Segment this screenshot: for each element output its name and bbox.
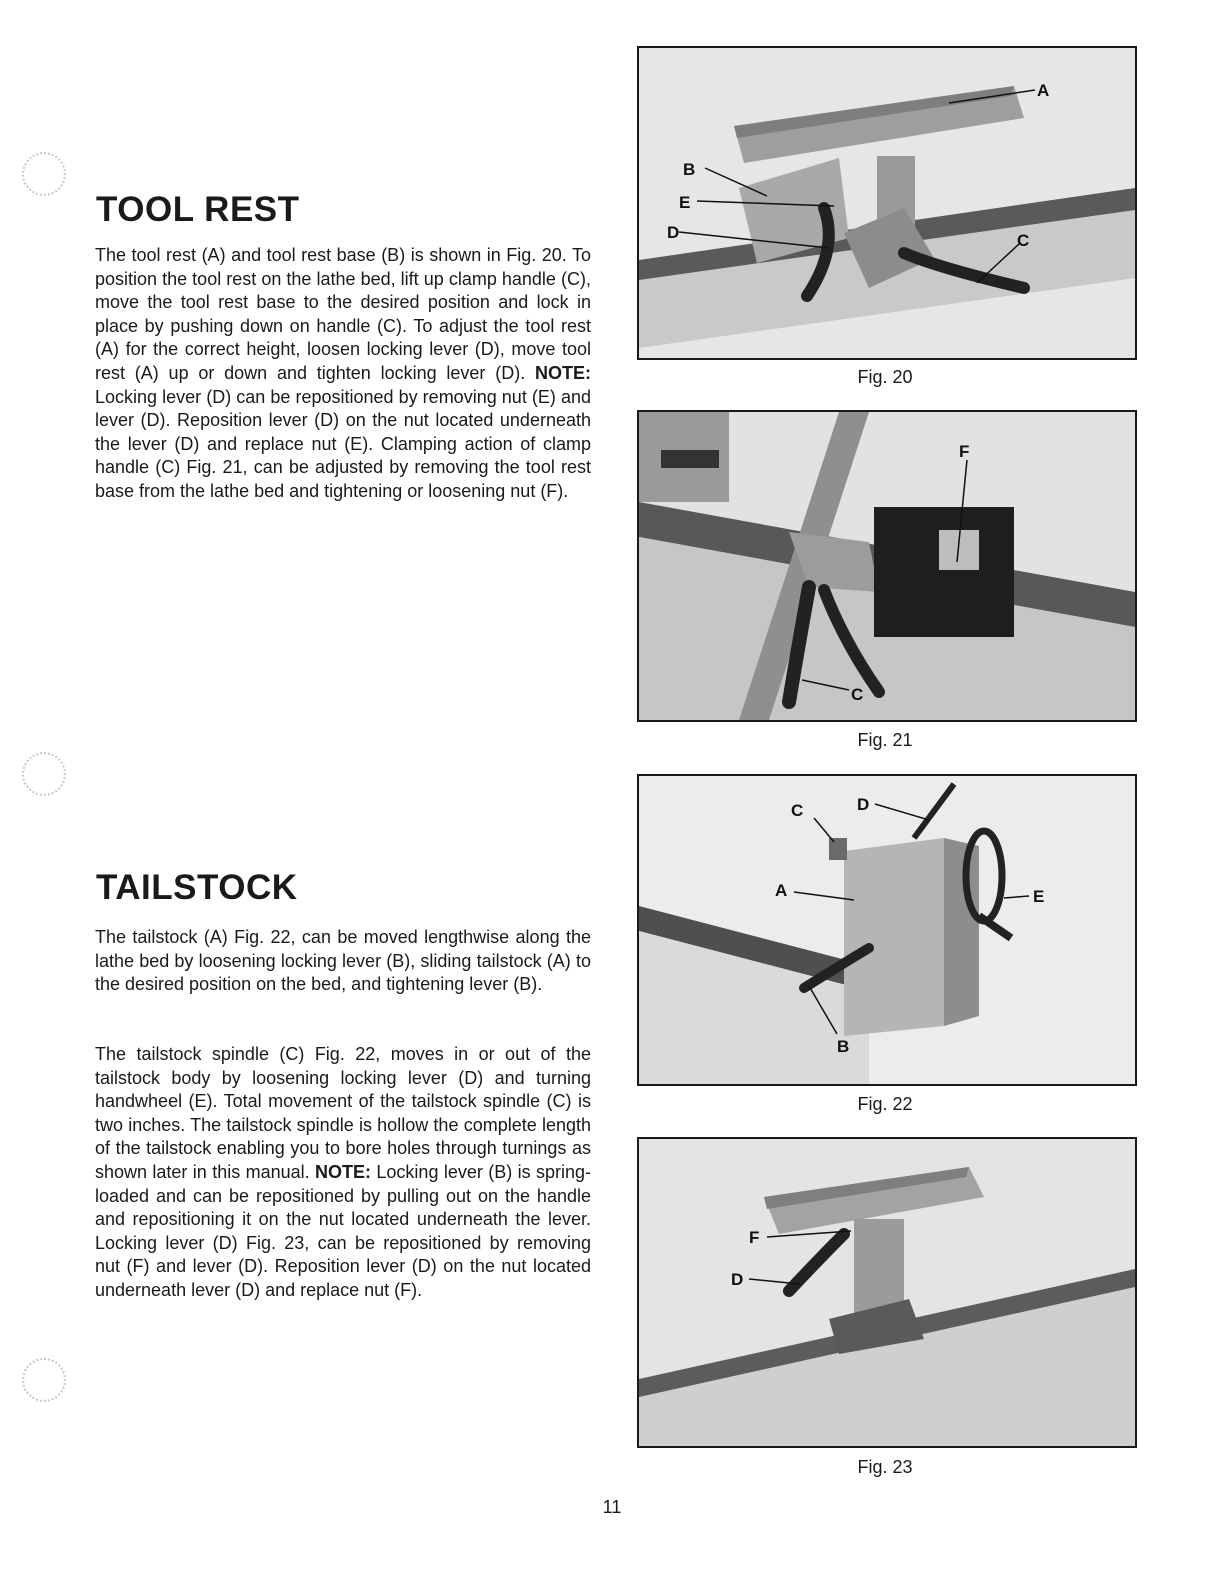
figure-21-caption: Fig. 21 [857, 730, 913, 750]
figure-23-caption: Fig. 23 [857, 1457, 913, 1477]
fig22-label-d: D [857, 795, 870, 814]
tool-rest-text-1: The tool rest (A) and tool rest base (B) is shown in Fig. 20. To position the tool rest on the lathe bed, lift up clamp handle (C), move the tool rest base to the desired position and lock in place by pushing down on handle (C). To adjust the tool rest (A) for the correct height, loosen locking lever (D), move tool rest (A) up or down and tighten locking lever (D). [95, 245, 591, 383]
figure-22-illustration [639, 776, 1135, 1084]
punch-hole-bottom [22, 1358, 66, 1402]
tailstock-text-1: The tailstock spindle (C) Fig. 22, moves in or out of the tailstock body by loosening locking lever (D) and turning handwheel (E). Total movement of the tailstock spindle (C) is two inches. The tailstock spindle is hollow the complete length of the tailstock enabling you to bore holes through turnings as shown later in this manual. [95, 1044, 591, 1182]
tool-rest-heading: TOOL REST [96, 190, 300, 229]
tailstock-note-label: NOTE: [315, 1161, 372, 1182]
figure-20-illustration [639, 48, 1135, 358]
tool-rest-text-2: Locking lever (D) can be repositioned by removing nut (E) and lever (D). Reposition lever (D) on the nut located underneath the lever (D) and replace nut (E). Clamping action of clamp handle (C) Fig. 21, can be adjusted by removing the tool rest base from the lathe bed and tightening or loosening nut (F). [95, 386, 591, 501]
tool-rest-paragraph [95, 244, 591, 504]
tailstock-paragraph-1: The tailstock (A) Fig. 22, can be moved lengthwise along the lathe bed by loosening locking lever (B), sliding tailstock (A) to the desired position on the bed, and tightening lever (B). [95, 927, 591, 995]
tool-rest-note-label: NOTE: [534, 362, 591, 383]
fig21-label-f: F [959, 442, 970, 461]
fig20-label-e: E [679, 193, 691, 212]
figure-22-caption: Fig. 22 [857, 1094, 913, 1114]
punch-hole-middle [22, 752, 66, 796]
figure-20-photo [637, 46, 1137, 360]
figure-21-photo [637, 410, 1137, 722]
fig22-label-c: C [791, 801, 804, 820]
figure-22-photo [637, 774, 1137, 1086]
tailstock-text-2: Locking lever (B) is spring-loaded and can be repositioned by pulling out on the handle and repositioning it on the nut located underneath the lever. Locking lever (D) Fig. 23, can be repositioned by removing nut (F) and lever (D). Reposition lever (D) on the nut located underneath lever (D) and replace nut (F). [95, 1161, 591, 1300]
fig21-label-c: C [851, 685, 864, 704]
fig20-label-d: D [667, 223, 680, 242]
fig20-label-a: A [1037, 81, 1050, 100]
fig22-label-a: A [775, 881, 788, 900]
fig23-label-f: F [749, 1228, 760, 1247]
fig23-label-d: D [731, 1270, 744, 1289]
tailstock-heading: TAILSTOCK [96, 868, 298, 907]
fig22-label-e: E [1033, 887, 1045, 906]
fig20-label-c: C [1017, 231, 1030, 250]
figure-21-illustration [639, 412, 1135, 720]
fig22-label-b: B [837, 1037, 850, 1056]
figure-20-caption: Fig. 20 [857, 367, 913, 387]
tailstock-paragraph-2 [95, 1043, 591, 1303]
figure-23-photo [637, 1137, 1137, 1448]
figure-23-illustration [639, 1139, 1135, 1446]
fig20-label-b: B [683, 160, 696, 179]
punch-hole-top [22, 152, 66, 196]
page-number: 11 [602, 1497, 622, 1517]
